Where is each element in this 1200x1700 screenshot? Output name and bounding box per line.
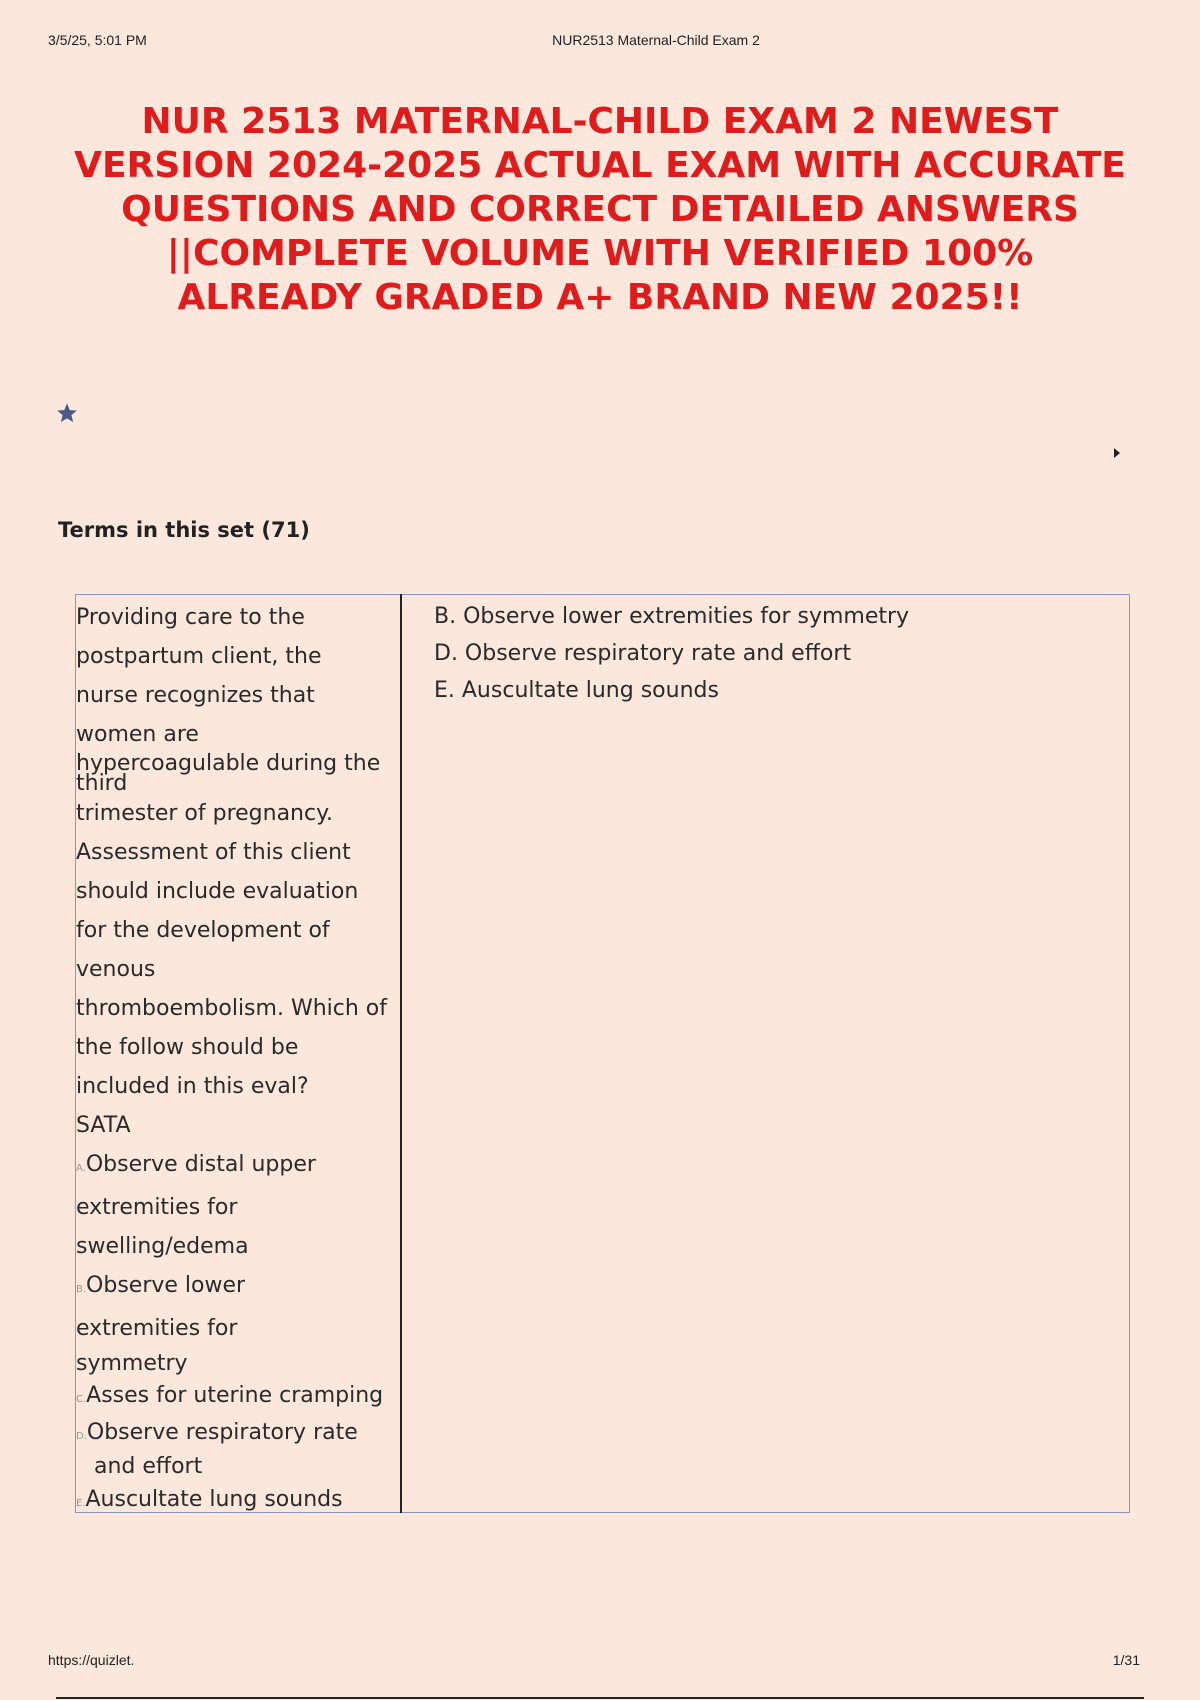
option-text: Observe lower: [86, 1273, 246, 1298]
card-divider: [400, 594, 402, 1513]
option-line: extremities for: [76, 1195, 238, 1220]
question-line: women are: [76, 722, 199, 747]
question-line: trimester of pregnancy.: [76, 801, 333, 826]
option-letter: B.: [76, 1284, 87, 1295]
terms-heading: Terms in this set (71): [58, 518, 310, 542]
question-line: venous: [76, 957, 156, 982]
star-icon[interactable]: [56, 402, 78, 424]
question-line: third: [76, 771, 128, 796]
option-letter: D.: [76, 1431, 87, 1442]
title-line: NUR 2513 MATERNAL-CHILD EXAM 2 NEWEST: [141, 101, 1059, 142]
question-line: nurse recognizes that: [76, 683, 315, 708]
answer-item: D. Observe respiratory rate and effort: [434, 641, 851, 666]
option-e: [76, 1480, 394, 1524]
title-line: ||COMPLETE VOLUME WITH VERIFIED 100%: [166, 233, 1034, 274]
question-line: SATA: [76, 1113, 131, 1138]
answer-item: B. Observe lower extremities for symmetry: [434, 604, 910, 629]
option-a: [76, 1145, 394, 1188]
question-line: thromboembolism. Which of: [76, 996, 387, 1021]
question-line: the follow should be: [76, 1035, 299, 1060]
option-line: symmetry: [76, 1351, 188, 1376]
option-line: extremities for: [76, 1316, 238, 1341]
document-title: [40, 100, 1160, 320]
footer-rule: [56, 1697, 1144, 1699]
play-icon[interactable]: [1113, 447, 1121, 459]
question-line: should include evaluation: [76, 879, 359, 904]
question-line: hypercoagulable during the: [76, 751, 381, 776]
option-line: and effort: [94, 1454, 203, 1479]
title-line: VERSION 2024-2025 ACTUAL EXAM WITH ACCURATE: [74, 145, 1126, 186]
question-line: for the development of: [76, 918, 330, 943]
card-definition: [434, 598, 1114, 709]
option-c: [76, 1380, 394, 1416]
footer-url: https://quizlet.: [48, 1652, 135, 1668]
page-number: 1/31: [1112, 1652, 1140, 1668]
question-line: postpartum client, the: [76, 644, 322, 669]
print-date: 3/5/25, 5:01 PM: [48, 32, 147, 48]
question-line: Assessment of this client: [76, 840, 351, 865]
option-line: swelling/edema: [76, 1234, 249, 1259]
title-line: ALREADY GRADED A+ BRAND NEW 2025!!: [177, 277, 1023, 318]
option-text: Observe distal upper: [85, 1152, 316, 1177]
option-text: Observe respiratory rate: [86, 1420, 358, 1445]
option-letter: C.: [76, 1394, 87, 1405]
print-document-name: NUR2513 Maternal-Child Exam 2: [552, 32, 760, 48]
option-d: [76, 1416, 394, 1454]
title-line: QUESTIONS AND CORRECT DETAILED ANSWERS: [121, 189, 1079, 230]
question-line: Providing care to the: [76, 605, 305, 630]
question-line: included in this eval?: [76, 1074, 309, 1099]
option-letter: A.: [76, 1163, 86, 1174]
option-text: Auscultate lung sounds: [85, 1487, 343, 1512]
option-text: Asses for uterine cramping: [86, 1383, 384, 1408]
answer-item: E. Auscultate lung sounds: [434, 678, 719, 703]
option-b: [76, 1266, 394, 1309]
option-letter: E.: [76, 1498, 86, 1509]
card-term: [76, 598, 394, 1524]
